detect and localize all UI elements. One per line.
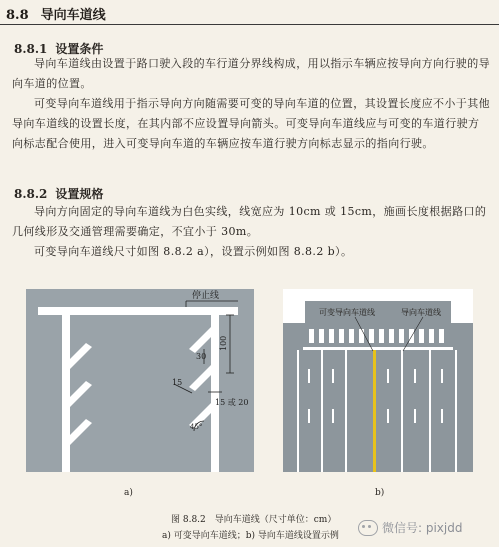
dim-100-label: 100 <box>219 335 228 351</box>
watermark-text: 微信号: pixjdd <box>382 521 463 535</box>
dim-15or20-label: 15 或 20 <box>215 398 249 407</box>
watermark <box>358 519 462 536</box>
subsection-title: 设置规格 <box>55 187 104 201</box>
subsection-number: 8.8.1 <box>14 42 48 56</box>
dim-15-label: 15 <box>172 378 183 387</box>
paragraph: 可变导向车道线用于指示导向方向随需要可变的导向车道的位置，其设置长度应不小于其他导向车道线的设置长度，在其内部不应设置导向箭头。可变导向车道线应与可变的车道行驶方向标志配合使用，进入可变导向车道的车辆应按车道行驶方向标志显示的指向行驶。 <box>12 97 490 150</box>
section-title: 导向车道线 <box>40 8 106 23</box>
guide-lane-label: 导向车道线 <box>401 308 441 317</box>
lane-line <box>429 350 431 472</box>
lane-line <box>401 350 403 472</box>
stop-line-label: 停止线 <box>192 291 220 301</box>
paragraph: 可变导向车道线尺寸如图 8.8.2 a），设置示例如图 8.8.2 b）。 <box>34 245 353 258</box>
zigzag-mark <box>70 343 92 369</box>
zigzag-mark <box>70 381 92 407</box>
figure-b-diagram <box>283 289 473 472</box>
figure-a-caption: a) <box>124 488 133 498</box>
lane-layout-example <box>283 289 473 472</box>
figure-b-caption: b) <box>375 488 385 498</box>
zigzag-mark <box>189 327 211 353</box>
lane-line <box>345 350 347 472</box>
subsection-title: 设置条件 <box>55 42 104 56</box>
variable-lane-line-drawing <box>26 289 254 472</box>
section-heading <box>6 4 106 23</box>
paragraph: 导向方向固定的导向车道线为白色实线，线宽应为 10cm 或 15cm，施画长度根据路口的几何线形及交通管理需要确定，不宜小于 30m。 <box>12 205 487 238</box>
zigzag-mark <box>70 419 92 445</box>
lane-line <box>297 350 299 472</box>
wechat-icon <box>358 520 378 536</box>
stop-line <box>38 307 238 315</box>
crosswalk <box>309 329 444 343</box>
figure-subcaption: a) 可变导向车道线；b) 导向车道线设置示例 <box>162 531 339 541</box>
angle-label: 45° <box>190 423 203 431</box>
lane-line-left <box>62 315 70 472</box>
dim-30-label: 30 <box>196 352 207 361</box>
variable-lane-label: 可变导向车道线 <box>319 308 375 317</box>
heading-rule <box>0 24 499 25</box>
lane-line-right <box>211 315 219 472</box>
lane-line <box>455 350 457 472</box>
paragraph: 导向车道线由设置于路口驶入段的车行道分界线构成，用以指示车辆应按导向方向行驶的导向车道的位置。 <box>12 57 490 90</box>
subsection-number: 8.8.2 <box>14 187 48 201</box>
subsection-heading-2 <box>14 185 103 202</box>
figure-a-diagram <box>26 289 254 472</box>
stop-line <box>303 347 453 350</box>
lane-line <box>321 350 323 472</box>
zigzag-mark <box>189 365 211 391</box>
variable-lane-line <box>373 350 376 472</box>
section-number: 8.8 <box>6 8 29 23</box>
figure-caption: 图 8.8.2 导向车道线（尺寸单位：cm） <box>171 515 337 525</box>
